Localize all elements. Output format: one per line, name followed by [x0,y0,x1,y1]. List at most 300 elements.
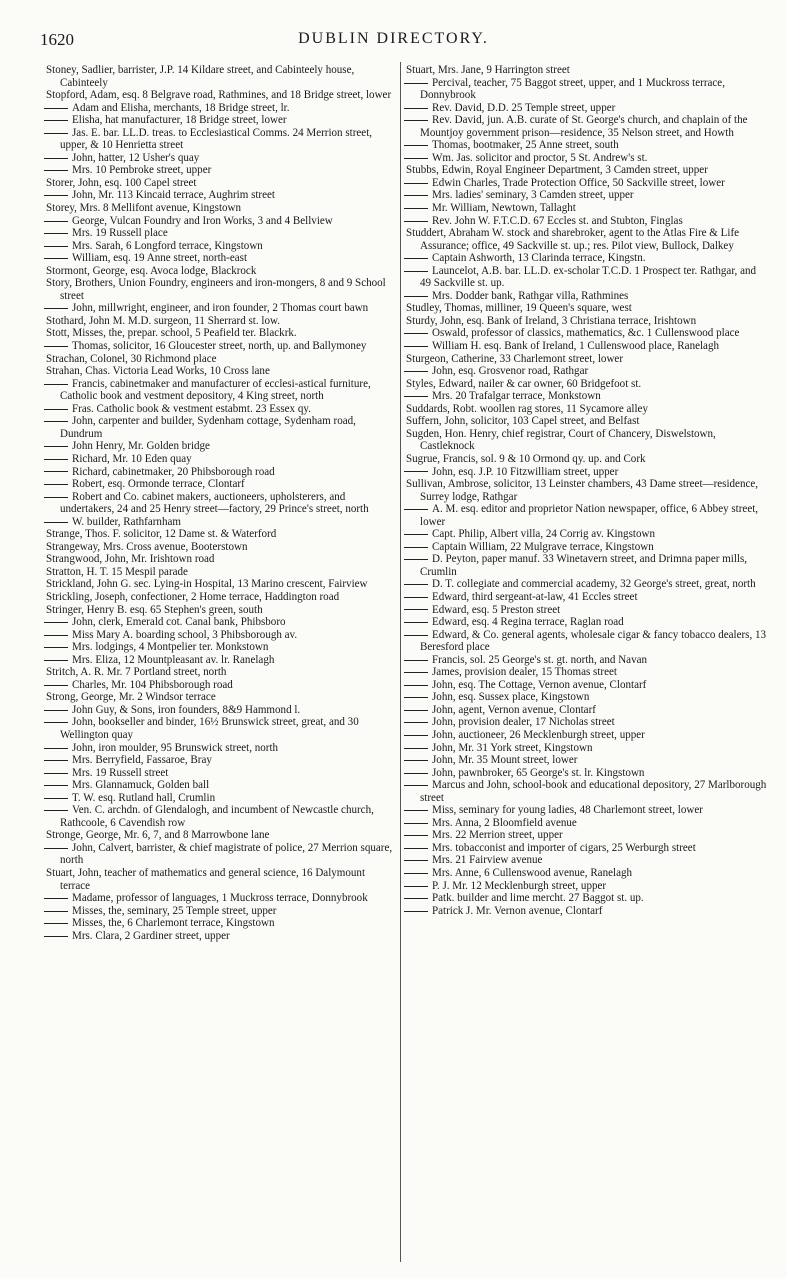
directory-entry [46,905,396,918]
directory-entry [46,604,396,617]
directory-entry [46,829,396,842]
directory-entry [406,541,768,554]
ditto-dash [404,760,428,761]
entry-text: Edward, esq. 4 Regina terrace, Raglan road [432,616,624,629]
directory-entry [406,64,768,77]
directory-entry [406,415,768,428]
ditto-dash [44,660,68,661]
entry-text: Francis, sol. 25 George's st. gt. north, and Navan [432,653,648,666]
directory-entry [46,779,396,792]
directory-entry [46,553,396,566]
directory-entry [406,265,768,290]
entry-text: Sturdy, John, esq. Bank of Ireland, 3 Christiana terrace, Irishtown [406,314,697,327]
ditto-dash [404,396,428,397]
entry-text: D. T. collegiate and commercial academy, 32 George's street, great, north [432,578,756,591]
entry-text: Percival, teacher, 75 Baggot street, upper, and 1 Muckross terrace, Donnybrook [420,76,725,102]
entry-text: Story, Brothers, Union Foundry, engineers and iron-mongers, 8 and 9 School street [46,277,386,302]
directory-entry [406,365,768,378]
ditto-dash [44,898,68,899]
right-column [406,64,768,917]
entry-text: Styles, Edward, nailer & car owner, 60 Bridgefoot st. [406,377,642,390]
entry-text: Mrs. Clara, 2 Gardiner street, upper [72,929,230,942]
entry-text: T. W. esq. Rutland hall, Crumlin [72,791,216,804]
directory-entry [406,403,768,416]
ditto-dash [404,710,428,711]
directory-entry [406,290,768,303]
ditto-dash [404,195,428,196]
ditto-dash [404,735,428,736]
directory-entry [406,666,768,679]
directory-entry [406,466,768,479]
entry-text: John, hatter, 12 Usher's quay [72,151,200,164]
ditto-dash [44,233,68,234]
entry-text: John, agent, Vernon avenue, Clontarf [432,703,596,716]
ditto-dash [44,120,68,121]
entry-text: Mrs. 19 Russell place [72,227,168,240]
entry-text: Strachan, Colonel, 30 Richmond place [46,352,217,365]
entry-text: John, millwright, engineer, and iron founder, 2 Thomas court bawn [72,302,369,315]
directory-entry [406,202,768,215]
directory-entry [406,553,768,578]
entry-text: Patrick J. Mr. Vernon avenue, Clontarf [432,904,603,917]
ditto-dash [404,471,428,472]
directory-entry [46,240,396,253]
ditto-dash [44,710,68,711]
entry-text: Studdert, Abraham W. stock and sharebroker, agent to the Atlas Fire & Life Assurance; office, 49 Sackville st. up.; res. Pilot view, Bullock, Dalkey [406,227,740,252]
ditto-dash [404,609,428,610]
entry-text: Rev. David, D.D. 25 Temple street, upper [432,101,616,114]
entry-text: Robert and Co. cabinet makers, auctioneers, upholsterers, and undertakers, 24 and 25 Henry street—factory, 29 Prince's street, north [60,490,369,516]
entry-text: Rev. David, jun. A.B. curate of St. George's church, and chaplain of the Mountjoy government prison—residence, 35 Nelson street, and Howth [420,114,748,139]
ditto-dash [404,748,428,749]
entry-text: Captain Ashworth, 13 Clarinda terrace, Kingstn. [432,252,646,265]
entry-text: P. J. Mr. 12 Mecklenburgh street, upper [432,879,607,892]
directory-entry [46,164,396,177]
directory-entry [46,152,396,165]
ditto-dash [44,346,68,347]
entry-text: Marcus and John, school-book and educational depository, 27 Marlborough street [420,779,767,804]
directory-entry [46,64,396,89]
entry-text: Richard, cabinetmaker, 20 Phibsborough road [72,465,275,478]
entry-text: Adam and Elisha, merchants, 18 Bridge street, lr. [72,101,290,114]
ditto-dash [44,221,68,222]
directory-entry [46,629,396,642]
entry-text: Strickling, Joseph, confectioner, 2 Home terrace, Haddington road [46,590,340,603]
entry-text: Mrs. 21 Fairview avenue [432,854,543,867]
ditto-dash [44,497,68,498]
directory-entry [46,89,396,102]
directory-entry [46,679,396,692]
directory-entry [406,880,768,893]
ditto-dash [404,660,428,661]
directory-entry [406,227,768,252]
ditto-dash [404,221,428,222]
directory-entry [406,691,768,704]
entry-text: Mrs. 19 Russell street [72,766,169,779]
ditto-dash [404,823,428,824]
directory-entry [406,629,768,654]
directory-entry [406,528,768,541]
entry-text: Stopford, Adam, esq. 8 Belgrave road, Rathmines, and 18 Bridge street, lower [46,89,392,102]
directory-entry [406,478,768,503]
directory-entry [406,327,768,340]
directory-entry [406,817,768,830]
directory-entry [46,440,396,453]
entry-text: Thomas, bootmaker, 25 Anne street, south [432,139,619,152]
ditto-dash [404,208,428,209]
directory-entry [406,378,768,391]
entry-text: Strahan, Chas. Victoria Lead Works, 10 Cross lane [46,365,270,378]
directory-entry [406,340,768,353]
ditto-dash [404,860,428,861]
entry-text: Storer, John, esq. 100 Capel street [46,176,197,189]
entry-text: Ven. C. archdn. of Glendalogh, and incumbent of Newcastle church, Rathcoole, 6 Cavendish row [60,804,374,829]
entry-text: John, carpenter and builder, Sydenham cottage, Sydenham road, Dundrum [60,415,356,440]
ditto-dash [404,911,428,912]
entry-text: Sugrue, Francis, sol. 9 & 10 Ormond qy. up. and Cork [406,452,646,465]
entry-text: George, Vulcan Foundry and Iron Works, 3 and 4 Bellview [72,214,333,227]
directory-entry [46,277,396,302]
directory-entry [406,503,768,528]
entry-text: Launcelot, A.B. bar. LL.D. ex-scholar T.C.D. 1 Prospect ter. Rathgar, and 49 Sackville st. up. [420,264,757,290]
ditto-dash [44,848,68,849]
directory-entry [406,842,768,855]
entry-text: Strange, Thos. F. solicitor, 12 Dame st. & Waterford [46,528,277,541]
entry-text: Mrs. 20 Trafalgar terrace, Monkstown [432,390,601,403]
directory-entry [406,152,768,165]
entry-text: William H. esq. Bank of Ireland, 1 Cullenswood place, Ranelagh [432,340,720,353]
entry-text: Robert, esq. Ormonde terrace, Clontarf [72,478,245,491]
directory-entry [406,754,768,767]
directory-entry [406,604,768,617]
entry-text: Mr. William, Newtown, Tallaght [432,202,576,215]
entry-text: Stringer, Henry B. esq. 65 Stephen's green, south [46,603,263,616]
directory-entry [46,516,396,529]
ditto-dash [44,459,68,460]
directory-entry [46,541,396,554]
ditto-dash [44,622,68,623]
entry-text: Edward, & Co. general agents, wholesale cigar & fancy tobacco dealers, 13 Beresford place [420,628,767,654]
ditto-dash [404,183,428,184]
ditto-dash [404,672,428,673]
entry-text: John, Mr. 35 Mount street, lower [432,754,578,767]
directory-entry [46,365,396,378]
ditto-dash [404,785,428,786]
entry-text: W. builder, Rathfarnham [72,515,181,528]
entry-text: John Henry, Mr. Golden bridge [72,440,210,453]
entry-text: Rev. John W. F.T.C.D. 67 Eccles st. and Stubton, Finglas [432,214,683,227]
ditto-dash [44,108,68,109]
ditto-dash [404,534,428,535]
entry-text: Stritch, A. R. Mr. 7 Portland street, north [46,666,227,679]
ditto-dash [404,848,428,849]
ditto-dash [44,647,68,648]
directory-entry [46,340,396,353]
ditto-dash [44,246,68,247]
entry-text: Elisha, hat manufacturer, 18 Bridge street, lower [72,114,287,127]
entry-text: John, auctioneer, 26 Mecklenburgh street, upper [432,728,645,741]
entry-text: Stothard, John M. M.D. surgeon, 11 Sherrard st. low. [46,314,281,327]
ditto-dash [44,384,68,385]
entry-text: Oswald, professor of classics, mathematics, &c. 1 Cullenswood place [432,327,740,340]
ditto-dash [44,722,68,723]
ditto-dash [44,773,68,774]
directory-entry [46,917,396,930]
entry-text: Sullivan, Ambrose, solicitor, 13 Leinster chambers, 43 Dame street—residence, Surrey lodge, Rathgar [406,478,759,503]
ditto-dash [44,446,68,447]
directory-entry [46,930,396,943]
entry-text: Mrs. Sarah, 6 Longford terrace, Kingstown [72,239,263,252]
ditto-dash [404,346,428,347]
ditto-dash [404,120,428,121]
ditto-dash [44,409,68,410]
entry-text: Charles, Mr. 104 Phibsborough road [72,678,233,691]
entry-text: John, esq. The Cottage, Vernon avenue, Clontarf [432,678,647,691]
entry-text: Francis, cabinetmaker and manufacturer of ecclesi-astical furniture, Catholic book and vestment depository, 4 King street, north [60,377,371,403]
directory-entry [406,215,768,228]
entry-text: Stoney, Sadlier, barrister, J.P. 14 Kildare street, and Cabinteely house, Cabinteely [46,64,355,89]
entry-text: Miss Mary A. boarding school, 3 Phibsborough av. [72,628,298,641]
directory-entry [46,842,396,867]
entry-text: John, Calvert, barrister, & chief magistrate of police, 27 Merrion square, north [60,841,393,867]
entry-text: Miss, seminary for young ladies, 48 Charlemont street, lower [432,804,703,817]
directory-entry [406,252,768,265]
ditto-dash [404,83,428,84]
directory-entry [46,353,396,366]
directory-entry [46,478,396,491]
directory-entry [46,302,396,315]
ditto-dash [404,271,428,272]
directory-entry [46,641,396,654]
entry-text: Richard, Mr. 10 Eden quay [72,452,192,465]
directory-entry [406,428,768,453]
directory-entry [406,804,768,817]
ditto-dash [44,258,68,259]
directory-entry [46,189,396,202]
ditto-dash [404,584,428,585]
ditto-dash [404,773,428,774]
ditto-dash [44,685,68,686]
directory-entry [406,716,768,729]
ditto-dash [404,635,428,636]
ditto-dash [404,371,428,372]
entry-text: John Guy, & Sons, iron founders, 8&9 Hammond l. [72,703,301,716]
directory-entry [46,867,396,892]
entry-text: John, esq. Sussex place, Kingstown [432,691,590,704]
entry-text: Stormont, George, esq. Avoca lodge, Blackrock [46,264,257,277]
directory-entry [46,202,396,215]
directory-entry [406,77,768,102]
page-header [0,30,787,52]
directory-entry [406,353,768,366]
entry-text: Edward, esq. 5 Preston street [432,603,561,616]
ditto-dash [404,108,428,109]
entry-text: Capt. Philip, Albert villa, 24 Corrig av. Kingstown [432,528,655,541]
entry-text: Stuart, John, teacher of mathematics and general science, 16 Dalymount terrace [46,867,366,892]
entry-text: John, esq. J.P. 10 Fitzwilliam street, upper [432,465,619,478]
directory-entry [406,779,768,804]
directory-entry [406,114,768,139]
directory-entry [406,867,768,880]
directory-entry [406,164,768,177]
directory-entry [46,215,396,228]
ditto-dash [404,158,428,159]
ditto-dash [44,421,68,422]
entry-text: John, provision dealer, 17 Nicholas street [432,716,615,729]
ditto-dash [44,308,68,309]
ditto-dash [44,635,68,636]
entry-text: Mrs. Berryfield, Fassaroe, Bray [72,754,212,767]
entry-text: Mrs. 10 Pembroke street, upper [72,164,212,177]
entry-text: John, esq. Grosvenor road, Rathgar [432,365,589,378]
entry-text: Mrs. Eliza, 12 Mountpleasant av. lr. Ranelagh [72,653,275,666]
directory-entry [406,829,768,842]
directory-entry [406,892,768,905]
directory-entry [406,390,768,403]
directory-entry [406,905,768,918]
ditto-dash [404,898,428,899]
entry-text: Mrs. 22 Merrion street, upper [432,829,563,842]
ditto-dash [44,785,68,786]
directory-entry [46,767,396,780]
directory-entry [46,666,396,679]
entry-text: Sugden, Hon. Henry, chief registrar, Court of Chancery, Diswelstown, Castleknock [406,427,716,453]
directory-entry [406,704,768,717]
directory-entry [46,114,396,127]
ditto-dash [44,158,68,159]
directory-entry [406,302,768,315]
entry-text: Mrs. lodgings, 4 Montpelier ter. Monkstown [72,641,269,654]
ditto-dash [44,133,68,134]
directory-entry [46,265,396,278]
ditto-dash [404,722,428,723]
entry-text: Suddards, Robt. woollen rag stores, 11 Sycamore alley [406,402,648,415]
entry-text: John, Mr. 31 York street, Kingstown [432,741,593,754]
directory-entry [406,854,768,867]
ditto-dash [44,748,68,749]
directory-entry [46,177,396,190]
ditto-dash [404,685,428,686]
directory-entry [406,742,768,755]
entry-text: Mrs. ladies' seminary, 3 Camden street, upper [432,189,634,202]
directory-entry [46,892,396,905]
entry-text: Sturgeon, Catherine, 33 Charlemont street, lower [406,352,623,365]
entry-text: William, esq. 19 Anne street, north-east [72,252,248,265]
directory-entry [406,102,768,115]
ditto-dash [44,471,68,472]
directory-entry [46,654,396,667]
ditto-dash [404,333,428,334]
entry-text: Mrs. tobacconist and importer of cigars, 25 Werburgh street [432,841,696,854]
entry-text: Stratton, H. T. 15 Mespil parade [46,565,188,578]
ditto-dash [44,170,68,171]
entry-text: Storey, Mrs. 8 Mellifont avenue, Kingstown [46,202,242,215]
directory-entry [46,466,396,479]
directory-entry [46,616,396,629]
entry-text: Thomas, solicitor, 16 Gloucester street, north, up. and Ballymoney [72,340,367,353]
directory-entry [46,315,396,328]
entry-text: Misses, the, seminary, 25 Temple street, upper [72,904,277,917]
entry-text: D. Peyton, paper manuf. 33 Winetavern street, and Drimna paper mills, Crumlin [420,553,748,578]
ditto-dash [404,697,428,698]
entry-text: John, bookseller and binder, 16½ Brunswick street, great, and 30 Wellington quay [60,716,359,741]
entry-text: Mrs. Anne, 6 Cullenswood avenue, Ranelagh [432,867,633,879]
entry-text: Stronge, George, Mr. 6, 7, and 8 Marrowbone lane [46,829,270,842]
directory-entry [46,252,396,265]
ditto-dash [404,145,428,146]
entry-text: Studley, Thomas, milliner, 19 Queen's square, west [406,302,632,315]
entry-text: Strong, George, Mr. 2 Windsor terrace [46,691,216,704]
directory-entry [46,415,396,440]
entry-text: Mrs. Anna, 2 Bloomfield avenue [432,816,577,829]
entry-text: John, clerk, Emerald cot. Canal bank, Phibsboro [72,616,286,629]
entry-text: Jas. E. bar. LL.D. treas. to Ecclesiastical Comms. 24 Merrion street, upper, & 10 Henrietta street [60,126,373,152]
entry-text: Wm. Jas. solicitor and proctor, 5 St. Andrew's st. [432,151,648,164]
directory-entry [406,679,768,692]
entry-text: James, provision dealer, 15 Thomas street [432,666,617,679]
ditto-dash [404,622,428,623]
entry-text: Strangwood, John, Mr. Irishtown road [46,553,215,566]
directory-entry [406,729,768,742]
entry-text: Madame, professor of languages, 1 Muckross terrace, Donnybrook [72,892,368,905]
directory-entry [406,578,768,591]
ditto-dash [404,886,428,887]
directory-entry [46,742,396,755]
ditto-dash [44,936,68,937]
directory-entry [46,491,396,516]
directory-entry [406,189,768,202]
directory-entry [406,139,768,152]
ditto-dash [44,195,68,196]
directory-entry [406,616,768,629]
directory-entry [46,378,396,403]
ditto-dash [404,810,428,811]
ditto-dash [404,509,428,510]
directory-entry [46,102,396,115]
ditto-dash [44,760,68,761]
ditto-dash [44,522,68,523]
directory-entry [46,704,396,717]
ditto-dash [404,873,428,874]
directory-entry [406,767,768,780]
directory-entry [46,792,396,805]
ditto-dash [44,810,68,811]
ditto-dash [404,559,428,560]
directory-entry [46,327,396,340]
directory-entry [46,227,396,240]
entry-text: Misses, the, 6 Charlemont terrace, Kingstown [72,917,275,930]
entry-text: John, iron moulder, 95 Brunswick street, north [72,741,279,754]
directory-entry [46,804,396,829]
directory-entry [46,578,396,591]
directory-entry [46,127,396,152]
ditto-dash [404,547,428,548]
directory-entry [406,315,768,328]
directory-entry [46,691,396,704]
entry-text: Stubbs, Edwin, Royal Engineer Department, 3 Camden street, upper [406,164,708,177]
ditto-dash [44,911,68,912]
directory-entry [46,453,396,466]
entry-text: Mrs. Glannamuck, Golden ball [72,779,210,792]
directory-entry [406,177,768,190]
ditto-dash [404,296,428,297]
directory-entry [46,591,396,604]
directory-entry [46,754,396,767]
entry-text: John, Mr. 113 Kincaid terrace, Aughrim street [72,189,275,202]
entry-text: Edward, third sergeant-at-law, 41 Eccles street [432,590,638,603]
entry-text: Mrs. Dodder bank, Rathgar villa, Rathmines [432,289,629,302]
directory-entry [406,453,768,466]
